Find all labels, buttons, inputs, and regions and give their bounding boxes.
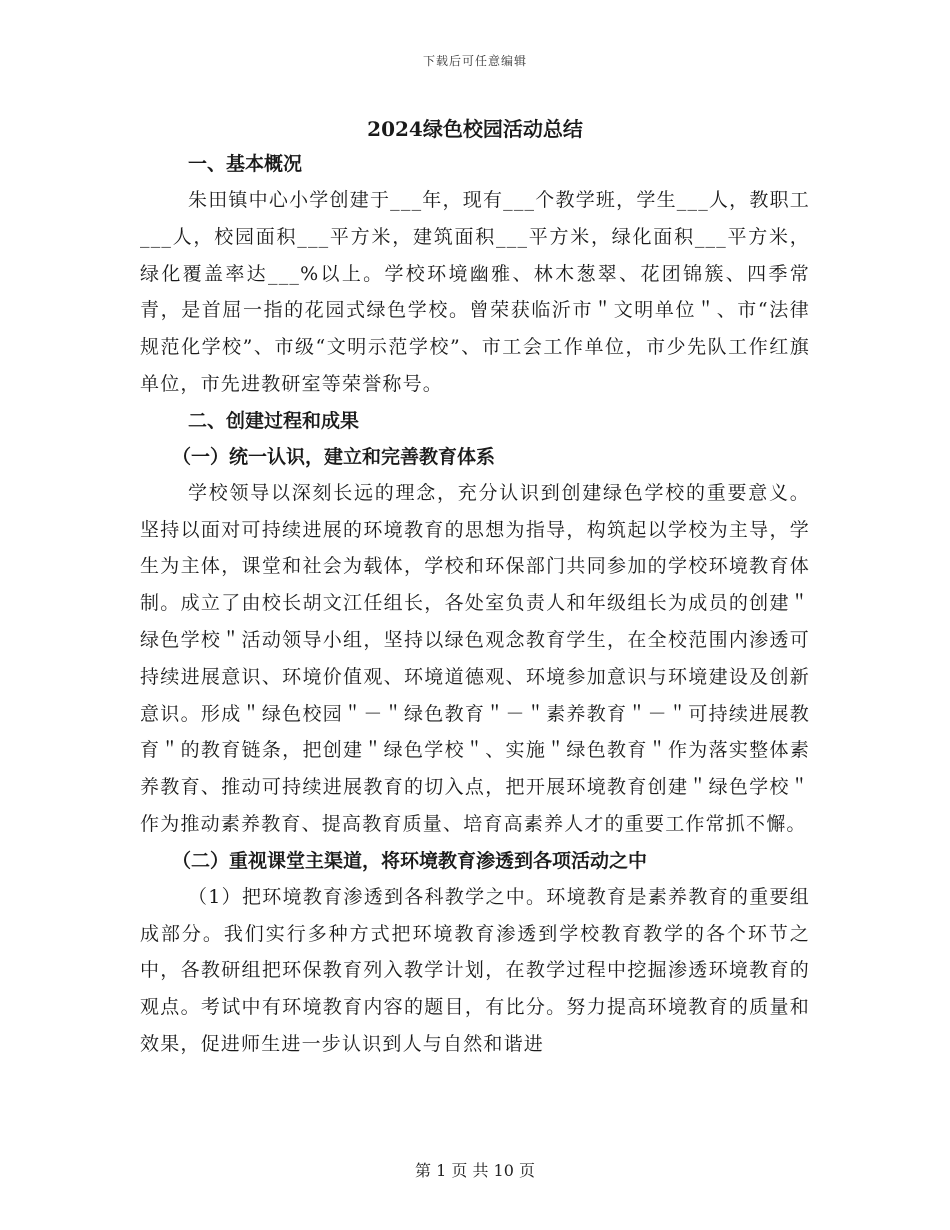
document-body xyxy=(140,110,810,1063)
section-heading-basic-overview: 一、基本概况 xyxy=(188,153,303,175)
section-heading-process-results: 二、创建过程和成果 xyxy=(188,409,360,432)
paragraph-basic-overview: 朱田镇中心小学创建于___年，现有___个教学班，学生___人，教职工___人，校园面积___平方米，建筑面积___平方米，绿化面积___平方米，绿化覆盖率达___%以上。学校环境幽雅、林木葱翠、花团锦簇、四季常青，是首屈一指的花园式绿色学校。曾荣获临沂市＂文明单位＂、市“法律规范化学校”、市级“文明示范学校”、市工会工作单位，市少先队工作红旗单位，市先进教研室等荣誉称号。 xyxy=(140,189,810,395)
subsection-heading-classroom-channel: （二）重视课堂主渠道，将环境教育渗透到各项活动之中 xyxy=(172,849,648,872)
paragraph-classroom-channel: （1）把环境教育渗透到各科教学之中。环境教育是素养教育的重要组成部分。我们实行多种方式把环境教育渗透到学校教育教学的各个环节之中，各教研组把环保教育列入教学计划，在教学过程中挖掘渗透环境教育的观点。考试中有环境教育内容的题目，有比分。努力提高环境教育的质量和效果，促进师生进一步认识到人与自然和谐进 xyxy=(140,885,810,1055)
page-header: 下载后可任意编辑 xyxy=(422,54,527,68)
document-title: 2024绿色校园活动总结 xyxy=(367,117,583,141)
subsection-heading-unified-understanding: （一）统一认识，建立和完善教育体系 xyxy=(172,445,496,468)
paragraph-unified-understanding: 学校领导以深刻长远的理念，充分认识到创建绿色学校的重要意义。坚持以面对可持续进展的环境教育的思想为指导，构筑起以学校为主导，学生为主体，课堂和社会为载体，学校和环保部门共同参加的学校环境教育体制。成立了由校长胡文江任组长，各处室负责人和年级组长为成员的创建＂绿色学校＂活动领导小组，坚持以绿色观念教育学生，在全校范围内渗透可持续进展意识、环境价值观、环境道德观、环境参加意识与环境建设及创新意识。形成＂绿色校园＂－＂绿色教育＂－＂素养教育＂－＂可持续进展教育＂的教育链条，把创建＂绿色学校＂、实施＂绿色教育＂作为落实整体素养教育、推动可持续进展教育的切入点，把开展环境教育创建＂绿色学校＂作为推动素养教育、提高教育质量、培育高素养人才的重要工作常抓不懈。 xyxy=(140,481,810,835)
page-number: 第 1 页 共 10 页 xyxy=(415,1161,535,1180)
